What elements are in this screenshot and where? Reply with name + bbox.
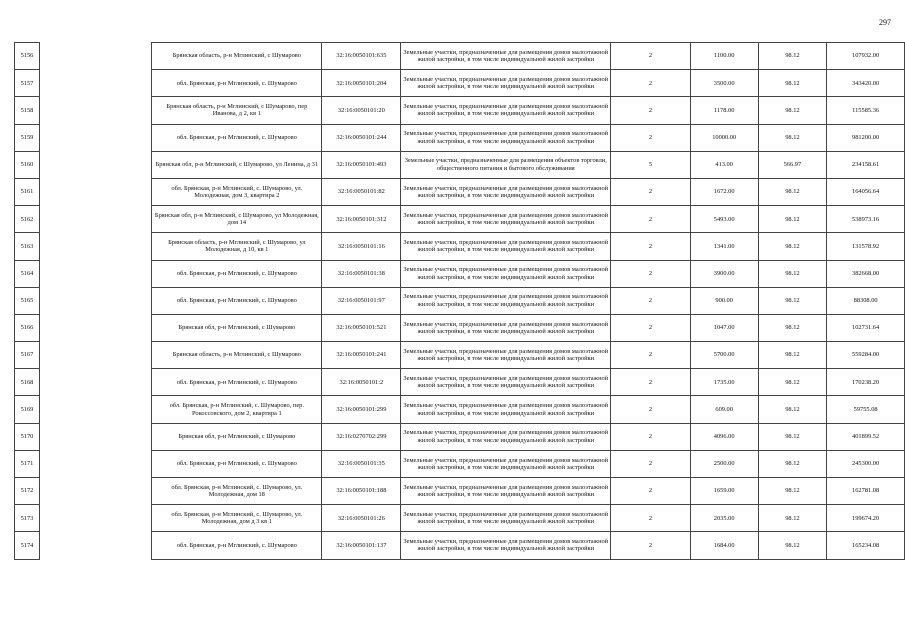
address-cell: Брянская обл, р-н Мглинский, с Шумарово	[152, 423, 322, 450]
category-cell: 2	[611, 423, 691, 450]
area-cell: 3500.00	[690, 70, 758, 97]
permitted-use-cell: Земельные участки, предназначенные для размещения домов малоэтажной жилой застройки, в том числе индивидуальной жилой застройки	[401, 342, 611, 369]
permitted-use-cell: Земельные участки, предназначенные для размещения домов малоэтажной жилой застройки, в том числе индивидуальной жилой застройки	[401, 287, 611, 314]
row-number: 5166	[15, 314, 40, 341]
row-number: 5174	[15, 532, 40, 559]
cadastral-value-cell: 162781.08	[827, 478, 905, 505]
cadastral-number-cell: 32:16:0050101:493	[322, 151, 401, 178]
address-cell: Брянская область, р-н Мглинский, с Шумарово, ул Молодежная, д 10, кв 1	[152, 233, 322, 260]
rate-cell: 98.12	[758, 478, 827, 505]
column-gap	[39, 396, 151, 423]
address-cell: обл. Брянская, р-н Мглинский, с. Шумарово, пер. Рокоссовского, дом 2, квартира 1	[152, 396, 322, 423]
permitted-use-cell: Земельные участки, предназначенные для размещения домов малоэтажной жилой застройки, в том числе индивидуальной жилой застройки	[401, 260, 611, 287]
category-cell: 2	[611, 450, 691, 477]
cadastral-number-cell: 32:16:0270702:299	[322, 423, 401, 450]
address-cell: обл. Брянская, р-н Мглинский, с. Шумарово	[152, 287, 322, 314]
cadastral-value-cell: 981200.00	[827, 124, 905, 151]
table-row	[15, 178, 905, 205]
cadastral-value-cell: 131578.92	[827, 233, 905, 260]
table-row	[15, 342, 905, 369]
area-cell: 5493.00	[690, 206, 758, 233]
address-cell: обл. Брянская, р-н Мглинский, с. Шумарово	[152, 124, 322, 151]
table-row	[15, 369, 905, 396]
land-plot-table	[14, 42, 905, 560]
permitted-use-cell: Земельные участки, предназначенные для размещения домов малоэтажной жилой застройки, в том числе индивидуальной жилой застройки	[401, 124, 611, 151]
category-cell: 2	[611, 287, 691, 314]
row-number: 5170	[15, 423, 40, 450]
cadastral-number-cell: 32:16:0050101:26	[322, 505, 401, 532]
category-cell: 2	[611, 314, 691, 341]
permitted-use-cell: Земельные участки, предназначенные для размещения домов малоэтажной жилой застройки, в том числе индивидуальной жилой застройки	[401, 450, 611, 477]
category-cell: 2	[611, 532, 691, 559]
rate-cell: 98.12	[758, 43, 827, 70]
rate-cell: 98.12	[758, 505, 827, 532]
cadastral-value-cell: 88308.00	[827, 287, 905, 314]
cadastral-value-cell: 245300.00	[827, 450, 905, 477]
table-row	[15, 206, 905, 233]
table-body	[15, 43, 905, 560]
category-cell: 2	[611, 478, 691, 505]
area-cell: 3900.00	[690, 260, 758, 287]
address-cell: Брянская область, р-н Мглинский, с Шумарово	[152, 342, 322, 369]
cadastral-number-cell: 32:16:0050101:241	[322, 342, 401, 369]
table-row	[15, 43, 905, 70]
permitted-use-cell: Земельные участки, предназначенные для размещения домов малоэтажной жилой застройки, в том числе индивидуальной жилой застройки	[401, 423, 611, 450]
address-cell: обл. Брянская, р-н Мглинский, с. Шумарово	[152, 369, 322, 396]
category-cell: 2	[611, 206, 691, 233]
cadastral-number-cell: 32:16:0050101:137	[322, 532, 401, 559]
cadastral-number-cell: 32:16:0050101:16	[322, 233, 401, 260]
permitted-use-cell: Земельные участки, предназначенные для размещения домов малоэтажной жилой застройки, в том числе индивидуальной жилой застройки	[401, 233, 611, 260]
column-gap	[39, 206, 151, 233]
cadastral-value-cell: 164056.64	[827, 178, 905, 205]
column-gap	[39, 342, 151, 369]
address-cell: обл. Брянская, р-н Мглинский, с. Шумарово, ул. Молодежная, дом д 3 кв 1	[152, 505, 322, 532]
cadastral-number-cell: 32:16:0050101:299	[322, 396, 401, 423]
column-gap	[39, 532, 151, 559]
permitted-use-cell: Земельные участки, предназначенные для размещения домов малоэтажной жилой застройки, в том числе индивидуальной жилой застройки	[401, 314, 611, 341]
rate-cell: 98.12	[758, 287, 827, 314]
area-cell: 1659.00	[690, 478, 758, 505]
table-row	[15, 478, 905, 505]
area-cell: 1178.00	[690, 97, 758, 124]
address-cell: обл. Брянская, р-н Мглинский, с. Шумарово	[152, 260, 322, 287]
table-row	[15, 396, 905, 423]
row-number: 5159	[15, 124, 40, 151]
rate-cell: 98.12	[758, 206, 827, 233]
category-cell: 2	[611, 70, 691, 97]
rate-cell: 98.12	[758, 97, 827, 124]
permitted-use-cell: Земельные участки, предназначенные для размещения домов малоэтажной жилой застройки, в том числе индивидуальной жилой застройки	[401, 97, 611, 124]
permitted-use-cell: Земельные участки, предназначенные для размещения домов малоэтажной жилой застройки, в том числе индивидуальной жилой застройки	[401, 43, 611, 70]
rate-cell: 98.12	[758, 178, 827, 205]
cadastral-number-cell: 32:16:0050101:82	[322, 178, 401, 205]
category-cell: 5	[611, 151, 691, 178]
table-row	[15, 97, 905, 124]
row-number: 5168	[15, 369, 40, 396]
cadastral-number-cell: 32:16:0050101:521	[322, 314, 401, 341]
area-cell: 1684.00	[690, 532, 758, 559]
rate-cell: 98.12	[758, 450, 827, 477]
rate-cell: 98.12	[758, 233, 827, 260]
area-cell: 1341.00	[690, 233, 758, 260]
row-number: 5161	[15, 178, 40, 205]
area-cell: 1047.00	[690, 314, 758, 341]
row-number: 5157	[15, 70, 40, 97]
permitted-use-cell: Земельные участки, предназначенные для размещения домов малоэтажной жилой застройки, в том числе индивидуальной жилой застройки	[401, 369, 611, 396]
area-cell: 609.00	[690, 396, 758, 423]
cadastral-number-cell: 32:16:0050101:97	[322, 287, 401, 314]
area-cell: 900.00	[690, 287, 758, 314]
column-gap	[39, 260, 151, 287]
row-number: 5156	[15, 43, 40, 70]
row-number: 5160	[15, 151, 40, 178]
rate-cell: 98.12	[758, 124, 827, 151]
permitted-use-cell: Земельные участки, предназначенные для размещения домов малоэтажной жилой застройки, в том числе индивидуальной жилой застройки	[401, 532, 611, 559]
cadastral-value-cell: 538973.16	[827, 206, 905, 233]
cadastral-number-cell: 32:16:0050101:204	[322, 70, 401, 97]
column-gap	[39, 450, 151, 477]
category-cell: 2	[611, 178, 691, 205]
table-row	[15, 450, 905, 477]
cadastral-number-cell: 32:16:0050101:38	[322, 260, 401, 287]
address-cell: обл. Брянская, р-н Мглинский, с. Шумарово	[152, 450, 322, 477]
category-cell: 2	[611, 260, 691, 287]
address-cell: Брянская область, р-н Мглинский, с Шумарово, пер Иванова, д 2, кв 1	[152, 97, 322, 124]
row-number: 5167	[15, 342, 40, 369]
rate-cell: 566.97	[758, 151, 827, 178]
area-cell: 5700.00	[690, 342, 758, 369]
rate-cell: 98.12	[758, 532, 827, 559]
column-gap	[39, 423, 151, 450]
rate-cell: 98.12	[758, 70, 827, 97]
table-row	[15, 151, 905, 178]
area-cell: 1735.00	[690, 369, 758, 396]
address-cell: обл. Брянская, р-н Мглинский, с. Шумарово	[152, 70, 322, 97]
permitted-use-cell: Земельные участки, предназначенные для размещения домов малоэтажной жилой застройки, в том числе индивидуальной жилой застройки	[401, 178, 611, 205]
cadastral-value-cell: 234158.61	[827, 151, 905, 178]
column-gap	[39, 97, 151, 124]
category-cell: 2	[611, 342, 691, 369]
row-number: 5162	[15, 206, 40, 233]
cadastral-value-cell: 401899.52	[827, 423, 905, 450]
cadastral-number-cell: 32:16:0050101:188	[322, 478, 401, 505]
address-cell: Брянская область, р-н Мглинский, с Шумарово	[152, 43, 322, 70]
rate-cell: 98.12	[758, 314, 827, 341]
area-cell: 10000.00	[690, 124, 758, 151]
row-number: 5164	[15, 260, 40, 287]
cadastral-value-cell: 107932.00	[827, 43, 905, 70]
permitted-use-cell: Земельные участки, предназначенные для размещения домов малоэтажной жилой застройки, в том числе индивидуальной жилой застройки	[401, 478, 611, 505]
column-gap	[39, 70, 151, 97]
table-row	[15, 423, 905, 450]
area-cell: 2035.00	[690, 505, 758, 532]
permitted-use-cell: Земельные участки, предназначенные для размещения домов малоэтажной жилой застройки, в том числе индивидуальной жилой застройки	[401, 505, 611, 532]
table-row	[15, 124, 905, 151]
table-row	[15, 314, 905, 341]
cadastral-number-cell: 32:16:0050101:312	[322, 206, 401, 233]
row-number: 5173	[15, 505, 40, 532]
column-gap	[39, 178, 151, 205]
column-gap	[39, 314, 151, 341]
cadastral-value-cell: 382668.00	[827, 260, 905, 287]
page-number: 297	[879, 18, 891, 27]
permitted-use-cell: Земельные участки, предназначенные для размещения домов малоэтажной жилой застройки, в том числе индивидуальной жилой застройки	[401, 206, 611, 233]
column-gap	[39, 287, 151, 314]
table-row	[15, 505, 905, 532]
rate-cell: 98.12	[758, 342, 827, 369]
column-gap	[39, 124, 151, 151]
category-cell: 2	[611, 233, 691, 260]
area-cell: 413.00	[690, 151, 758, 178]
table-row	[15, 70, 905, 97]
cadastral-value-cell: 199674.20	[827, 505, 905, 532]
address-cell: обл. Брянская, р-н Мглинский, с. Шумарово, ул. Молодежная, дом 18	[152, 478, 322, 505]
rate-cell: 98.12	[758, 369, 827, 396]
column-gap	[39, 233, 151, 260]
permitted-use-cell: Земельные участки, предназначенные для размещения домов малоэтажной жилой застройки, в том числе индивидуальной жилой застройки	[401, 70, 611, 97]
cadastral-value-cell: 115585.36	[827, 97, 905, 124]
row-number: 5165	[15, 287, 40, 314]
cadastral-value-cell: 102731.64	[827, 314, 905, 341]
area-cell: 1672.00	[690, 178, 758, 205]
category-cell: 2	[611, 396, 691, 423]
cadastral-number-cell: 32:16:0050101:244	[322, 124, 401, 151]
row-number: 5172	[15, 478, 40, 505]
category-cell: 2	[611, 124, 691, 151]
table-row	[15, 287, 905, 314]
permitted-use-cell: Земельные участки, предназначенные для размещения объектов торговли, общественного питания и бытового обслуживания	[401, 151, 611, 178]
area-cell: 4096.00	[690, 423, 758, 450]
column-gap	[39, 43, 151, 70]
rate-cell: 98.12	[758, 423, 827, 450]
row-number: 5163	[15, 233, 40, 260]
cadastral-number-cell: 32:16:0050101:20	[322, 97, 401, 124]
cadastral-value-cell: 165234.08	[827, 532, 905, 559]
row-number: 5169	[15, 396, 40, 423]
column-gap	[39, 151, 151, 178]
column-gap	[39, 505, 151, 532]
column-gap	[39, 478, 151, 505]
cadastral-number-cell: 32:16:0050101:635	[322, 43, 401, 70]
category-cell: 2	[611, 369, 691, 396]
row-number: 5158	[15, 97, 40, 124]
row-number: 5171	[15, 450, 40, 477]
cadastral-value-cell: 343420.00	[827, 70, 905, 97]
address-cell: обл. Брянская, р-н Мглинский, с. Шумарово	[152, 532, 322, 559]
table-row	[15, 233, 905, 260]
cadastral-value-cell: 170238.20	[827, 369, 905, 396]
table-row	[15, 532, 905, 559]
address-cell: Брянская обл, р-н Мглинский, с Шумарово, ул Молодежная, дом 14	[152, 206, 322, 233]
permitted-use-cell: Земельные участки, предназначенные для размещения домов малоэтажной жилой застройки, в том числе индивидуальной жилой застройки	[401, 396, 611, 423]
address-cell: обл. Брянская, р-н Мглинский, с. Шумарово, ул. Молодежная, дом 3, квартира 2	[152, 178, 322, 205]
address-cell: Брянская обл, р-н Мглинский, с Шумарово, ул Ленина, д 31	[152, 151, 322, 178]
column-gap	[39, 369, 151, 396]
cadastral-value-cell: 559284.00	[827, 342, 905, 369]
category-cell: 2	[611, 43, 691, 70]
cadastral-number-cell: 32:16:0050101:2	[322, 369, 401, 396]
category-cell: 2	[611, 505, 691, 532]
area-cell: 1100.00	[690, 43, 758, 70]
cadastral-number-cell: 32:16:0050101:35	[322, 450, 401, 477]
address-cell: Брянская обл, р-н Мглинский, с Шумарово	[152, 314, 322, 341]
rate-cell: 98.12	[758, 260, 827, 287]
cadastral-value-cell: 59755.08	[827, 396, 905, 423]
category-cell: 2	[611, 97, 691, 124]
area-cell: 2500.00	[690, 450, 758, 477]
table-row	[15, 260, 905, 287]
rate-cell: 98.12	[758, 396, 827, 423]
